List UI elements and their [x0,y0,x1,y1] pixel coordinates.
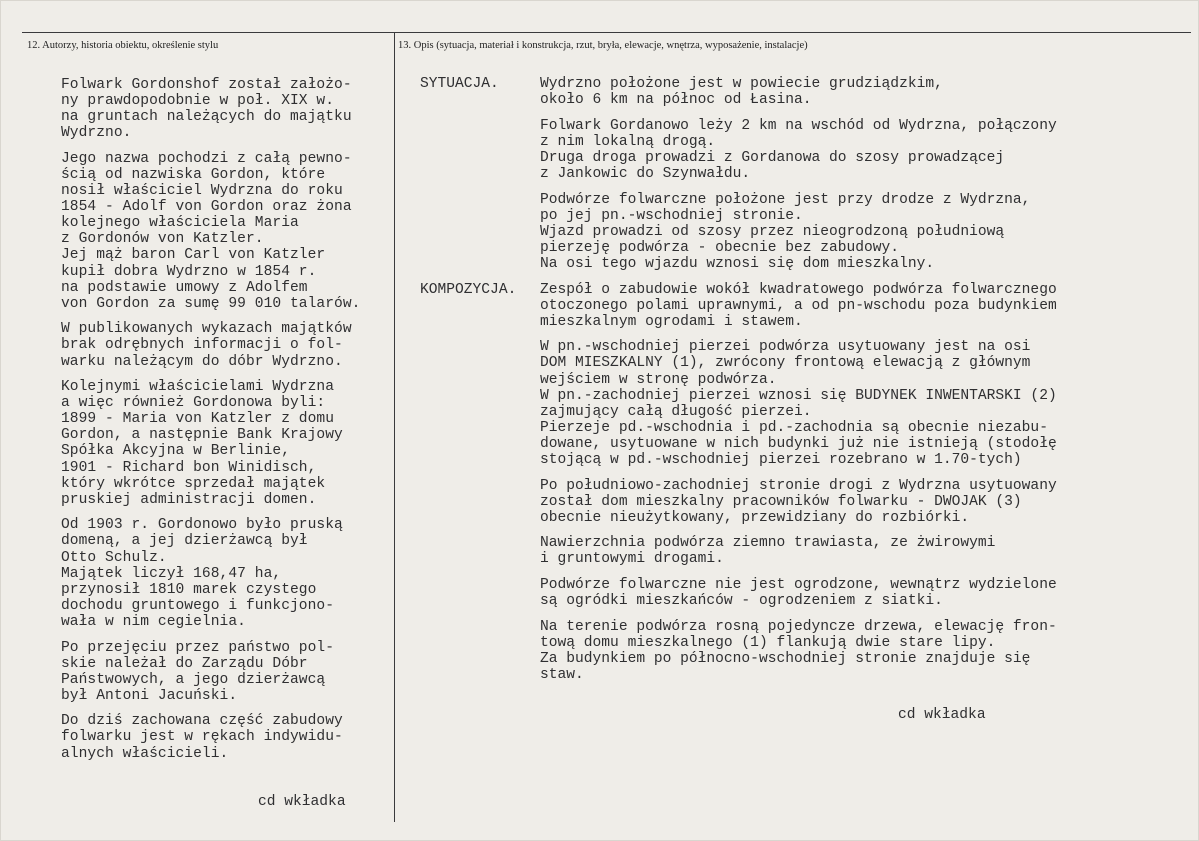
description-paragraph: Nawierzchnia podwórza ziemno trawiasta, ze żwirowymi i gruntowymi drogami. [540,535,996,568]
description-paragraph: Wydrzno położone jest w powiecie grudziądzkim, około 6 km na północ od Łasina. [540,76,943,109]
history-paragraph: Do dziś zachowana część zabudowy folwarku jest w rękach indywidu- alnych właścicieli. [61,713,343,762]
history-paragraph: Od 1903 r. Gordonowo było pruską domeną, a jej dzierżawcą był Otto Schulz. Majątek liczył 168,47 ha, przynosił 1810 marek czystego dochodu gruntowego i funkcjono- wała w nim cegielnia. [61,517,343,630]
history-column [61,77,397,762]
history-paragraph: Kolejnymi właścicielami Wydrzna a więc również Gordonowa byli: 1899 - Maria von Katzler z domu Gordon, a następnie Bank Krajowy Spółka Akcyjna w Berlinie, 1901 - Richard bon Winidisch, który wkrótce sprzedał majątek pruskiej administracji domen. [61,379,343,508]
section-label: SYTUACJA. [420,76,499,92]
description-paragraph: Podwórze folwarczne położone jest przy drodze z Wydrzna, po jej pn.-wschodniej stronie. Wjazd prowadzi od szosy przez nieogrodzoną południową pierzeję podwórza - obecnie bez zabudowy. Na osi tego wjazdu wznosi się dom mieszkalny. [540,191,1031,272]
header-rule [22,32,1191,33]
history-paragraph: W publikowanych wykazach majątków brak odrębnych informacji o fol- warku należącym do dóbr Wydrzno. [61,321,352,370]
description-column [420,76,1180,693]
section-label: KOMPOZYCJA. [420,281,517,298]
history-paragraph: Folwark Gordonshof został założo- ny prawdopodobnie w poł. XIX w. na gruntach należących do majątku Wydrzno. [61,77,352,142]
right-continuation-note: cd wkładka [898,707,986,723]
right-section-heading: 13. Opis (sytuacja, materiał i konstrukcja, rzut, bryła, elewacje, wnętrza, wyposażenie, instalacje) [398,40,808,51]
section-sytuacja [420,76,1180,272]
history-paragraph: Po przejęciu przez państwo pol- skie należał do Zarządu Dóbr Państwowych, a jego dzierżawcą był Antoni Jacuński. [61,639,335,704]
section-kompozycja [420,282,1180,684]
left-continuation-note: cd wkładka [258,794,346,810]
description-paragraph: Zespół o zabudowie wokół kwadratowego podwórza folwarcznego otoczonego polami uprawnymi, a od pn-wschodu poza budynkiem mieszkalnym ogrodami i stawem. [540,281,1057,330]
description-paragraph: Na terenie podwórza rosną pojedyncze drzewa, elewację fron- tową domu mieszkalnego (1) flankują dwie stare lipy. Za budynkiem po północno-wschodniej stronie znajduje się staw. [540,618,1057,683]
description-paragraph: Po południowo-zachodniej stronie drogi z Wydrzna usytuowany został dom mieszkalny pracowników folwarku - DWOJAK (3) obecnie nieużytkowany, przewidziany do rozbiórki. [540,477,1057,526]
description-paragraph: W pn.-wschodniej pierzei podwórza usytuowany jest na osi DOM MIESZKALNY (1), zwrócony frontową elewacją z głównym wejściem w stronę podwórza. W pn.-zachodniej pierzei wznosi się BUDYNEK INWENTARSKI (2) zajmujący całą długość pierzei. Pierzeje pd.-wschodnia i pd.-zachodnia są obecnie niezabu- dowane, usytuowane w nich budynki już nie istnieją (stodołę stojącą w pd.-wschodniej pierzei rozebrano w 1.70-tych) [540,339,1057,468]
description-paragraph: Folwark Gordanowo leży 2 km na wschód od Wydrzna, połączony z nim lokalną drogą. Druga droga prowadzi z Gordanowa do szosy prowadzącej z Jankowic do Szynwałdu. [540,117,1057,182]
description-paragraph: Podwórze folwarczne nie jest ogrodzone, wewnątrz wydzielone są ogródki mieszkańców - ogrodzeniem z siatki. [540,577,1057,610]
left-section-heading: 12. Autorzy, historia obiektu, określenie stylu [27,40,219,51]
history-paragraph: Jego nazwa pochodzi z całą pewno- ścią od nazwiska Gordon, które nosił właściciel Wydrzna do roku 1854 - Adolf von Gordon oraz żona kolejnego właściciela Maria z Gordonów von Katzler. Jej mąż baron Carl von Katzler kupił dobra Wydrzno w 1854 r. na podstawie umowy z Adolfem von Gordon za sumę 99 010 talarów. [61,150,361,312]
